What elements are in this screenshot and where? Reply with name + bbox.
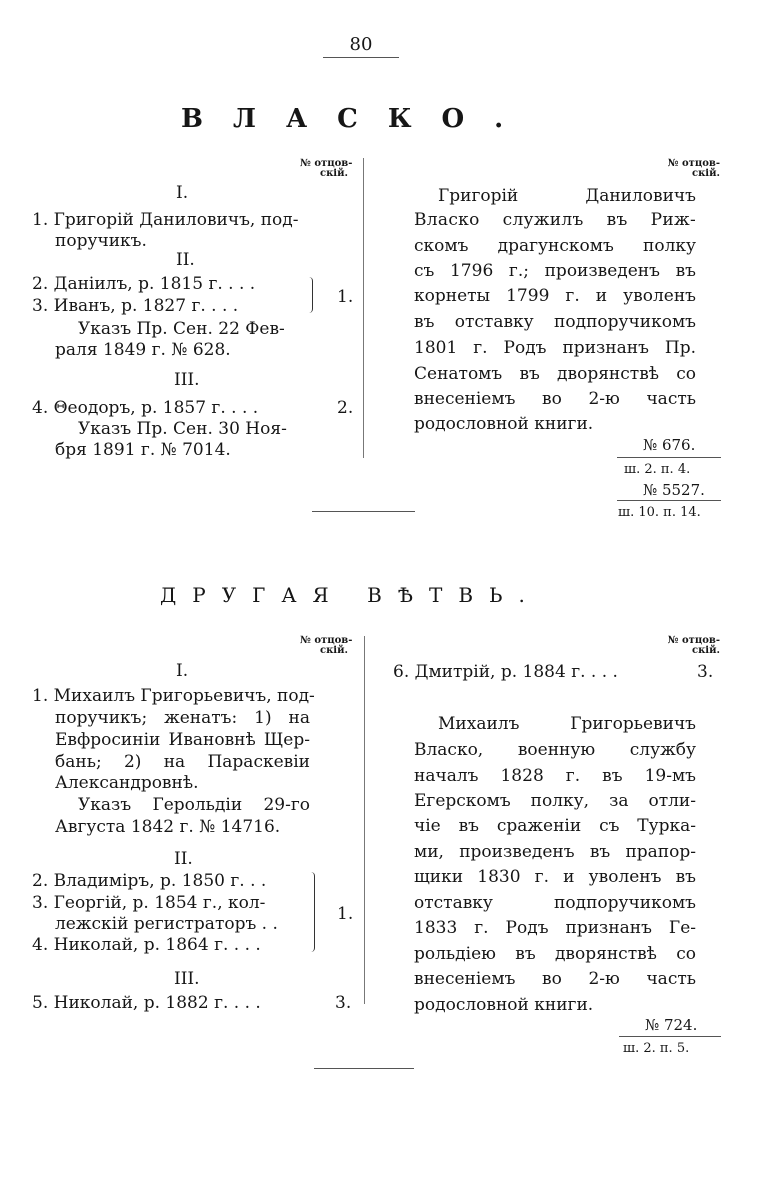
archive-ref: № 724. (645, 1016, 698, 1034)
father-number: 3. (335, 993, 352, 1013)
entry-5: 5. Николай, р. 1882 г. . . . (32, 993, 261, 1013)
entry-1-line5: Александровнѣ. (55, 773, 199, 793)
history-line: Власко служилъ въ Риж- (414, 210, 696, 230)
history-line: родословной книги. (414, 414, 594, 434)
father-number: 3. (697, 662, 714, 682)
generation-heading: II. (176, 250, 195, 270)
brace (310, 872, 315, 952)
ref-rule (617, 500, 721, 501)
archive-ref-sub: ш. 2. п. 4. (624, 462, 691, 477)
page-title: ВЛАСКО. (181, 104, 534, 134)
history-line: 1833 г. Родъ признанъ Ге- (414, 918, 696, 938)
entry-1-line3: Евфросиніи Ивановнѣ Щер- (55, 730, 310, 750)
otsov-label-right: № отцов- скій. (667, 158, 720, 179)
entry-3-line1: 3. Георгій, р. 1854 г., кол- (32, 893, 266, 913)
ukaz-line2: Августа 1842 г. № 14716. (55, 817, 281, 837)
history-line: внесеніемъ во 2-ю часть (414, 969, 696, 989)
generation-heading: I. (176, 661, 189, 681)
entry-2: 2. Даніилъ, р. 1815 г. . . . (32, 274, 256, 294)
section-title: ДРУГАЯ ВѢТВЬ. (160, 583, 541, 607)
entry-1-line2: поручикъ; женатъ: 1) на (55, 708, 310, 728)
archive-ref: № 5527. (643, 481, 705, 499)
brace (308, 277, 313, 313)
history-line: въ отставку подпоручикомъ (414, 312, 696, 332)
column-divider (363, 158, 364, 458)
otsov-label-left: № отцов- скій. (300, 158, 353, 179)
history-line: рольдіею въ дворянствѣ со (414, 944, 696, 964)
page-number-rule (323, 57, 399, 58)
entry-4: 4. Николай, р. 1864 г. . . . (32, 935, 261, 955)
generation-heading: III. (174, 969, 200, 989)
page-number: 80 (349, 34, 373, 55)
history-line: родословной книги. (414, 995, 594, 1015)
history-line: съ 1796 г.; произведенъ въ (414, 261, 696, 281)
entry-4: 4. Θеодоръ, р. 1857 г. . . . (32, 398, 259, 418)
history-line: корнеты 1799 г. и уволенъ (414, 286, 696, 306)
generation-heading: III. (174, 370, 200, 390)
history-line: отставку подпоручикомъ (414, 893, 696, 913)
history-line: чіе въ сраженіи съ Турка- (414, 816, 696, 836)
section-separator (314, 1068, 414, 1069)
history-line: внесеніемъ во 2-ю часть (414, 389, 696, 409)
archive-ref: № 676. (643, 436, 696, 454)
entry-2: 2. Владиміръ, р. 1850 г. . . (32, 871, 267, 891)
ref-rule (619, 1036, 721, 1037)
history-line: скомъ драгунскомъ полку (414, 236, 696, 256)
section-separator (312, 511, 415, 512)
ukaz-line1: Указъ Пр. Сен. 30 Ноя- (78, 419, 287, 439)
history-line: ми, произведенъ въ прапор- (414, 842, 696, 862)
ukaz-line1: Указъ Пр. Сен. 22 Фев- (78, 319, 285, 339)
otsov-label-left: № отцов- скій. (300, 635, 353, 656)
father-number: 1. (337, 287, 354, 307)
history-line: 1801 г. Родъ признанъ Пр. (414, 338, 696, 358)
ukaz-line2: бря 1891 г. № 7014. (55, 440, 231, 460)
history-line: Власко, военную службу (414, 740, 696, 760)
history-line: началъ 1828 г. въ 19-мъ (414, 766, 696, 786)
column-divider (364, 636, 365, 1004)
entry-1-line1: 1. Григорій Даниловичъ, под- (32, 210, 299, 230)
history-line: щики 1830 г. и уволенъ въ (414, 867, 696, 887)
entry-3-line2: лежскій регистраторъ . . (55, 914, 278, 934)
ukaz-line2: раля 1849 г. № 628. (55, 340, 231, 360)
entry-3: 3. Иванъ, р. 1827 г. . . . (32, 296, 239, 316)
father-number: 1. (337, 904, 354, 924)
entry-1-line1: 1. Михаилъ Григорьевичъ, под- (32, 686, 315, 706)
entry-1-line2: поручикъ. (55, 231, 147, 251)
archive-ref-sub: ш. 10. п. 14. (618, 505, 701, 520)
otsov-label-right: № отцов- скій. (667, 635, 720, 656)
generation-heading: I. (176, 183, 189, 203)
entry-6: 6. Дмитрій, р. 1884 г. . . . (393, 662, 618, 682)
father-number: 2. (337, 398, 354, 418)
generation-heading: II. (174, 849, 193, 869)
history-line: Григорій Даниловичъ (438, 186, 696, 206)
archive-ref-sub: ш. 2. п. 5. (623, 1041, 690, 1056)
ukaz-line1: Указъ Герольдіи 29-го (78, 795, 310, 815)
history-line: Михаилъ Григорьевичъ (438, 714, 696, 734)
history-line: Сенатомъ въ дворянствѣ со (414, 364, 696, 384)
ref-rule (617, 457, 721, 458)
history-line: Егерскомъ полку, за отли- (414, 791, 696, 811)
entry-1-line4: бань; 2) на Параскевіи (55, 752, 310, 772)
